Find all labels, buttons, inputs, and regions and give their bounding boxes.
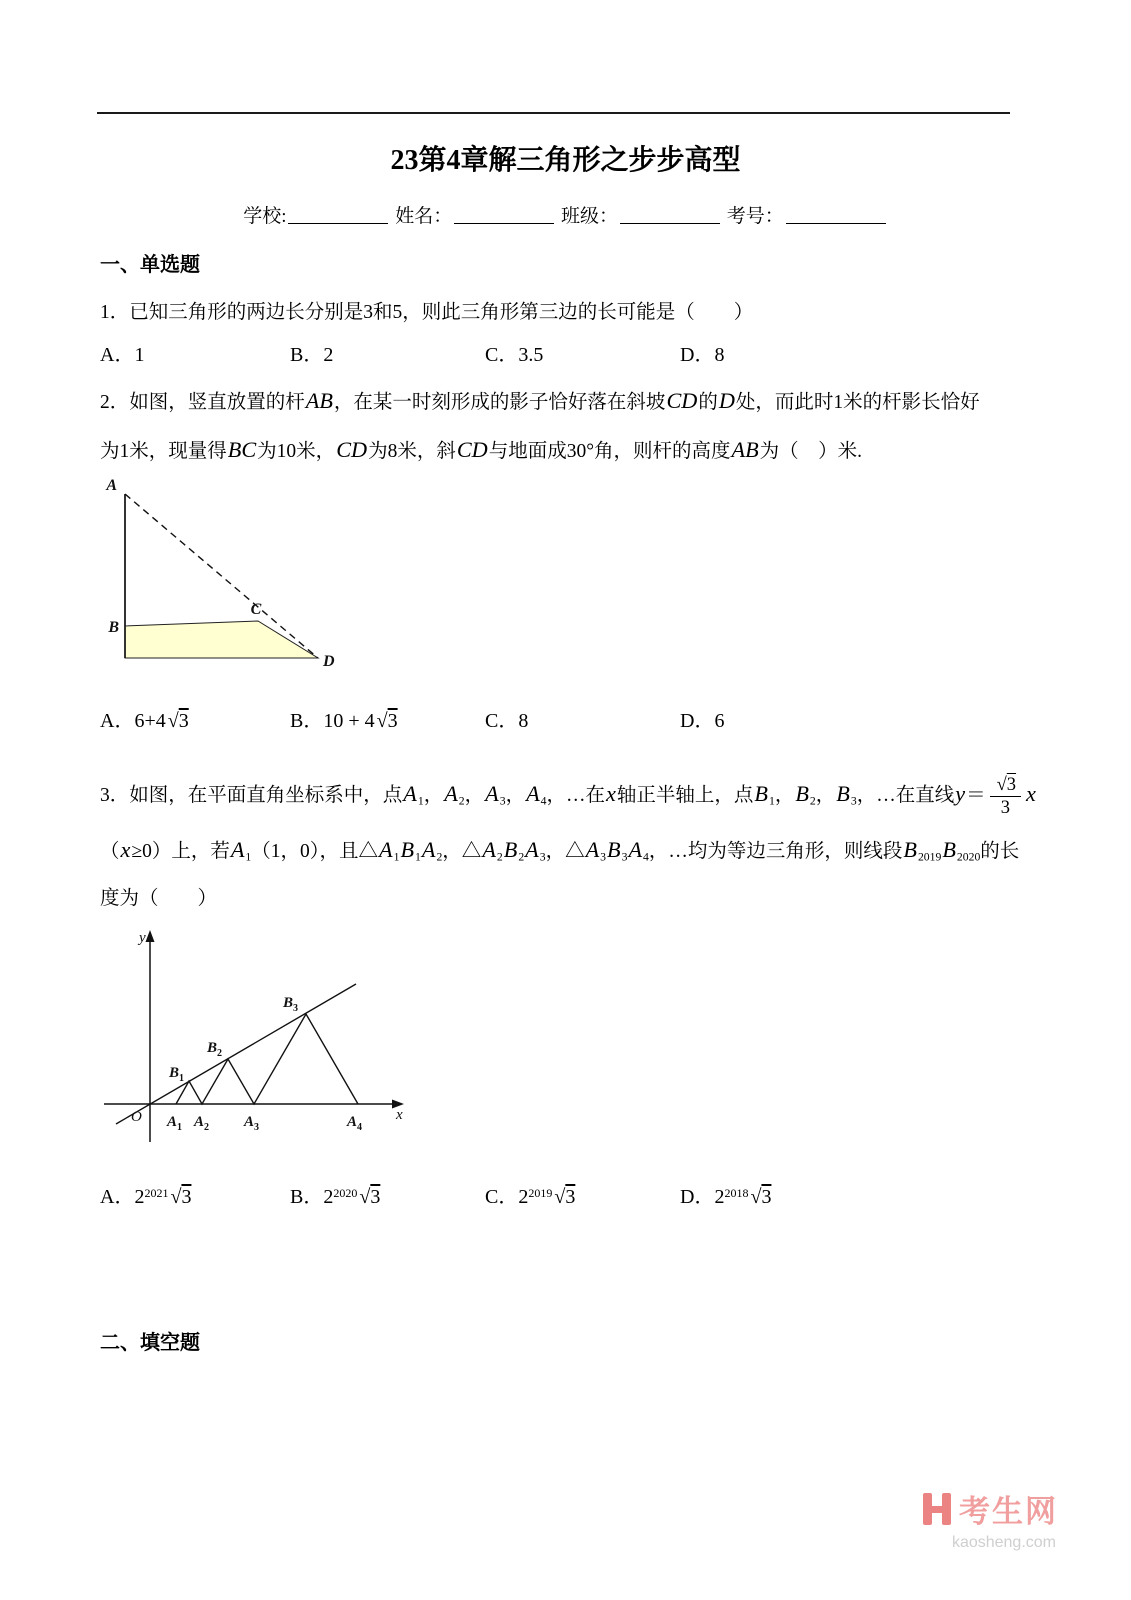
school-blank <box>288 204 388 224</box>
kaosheng-logo-icon <box>922 1491 952 1527</box>
watermark <box>922 1486 1058 1552</box>
q3-coordinate-figure <box>98 926 418 1156</box>
y-axis-label: y <box>139 930 146 946</box>
q2-line-1: 2．如图，竖直放置的杆AB，在某一时刻形成的影子恰好落在斜坡CD的D处，而此时1米的杆影长恰好 <box>100 388 980 413</box>
q3-line-3: 度为（ ） <box>100 888 218 909</box>
point-b-label: B <box>108 619 119 636</box>
q1-option-c: C．3.5 <box>485 344 544 366</box>
q3-option-c: C．$2^{2019}$ √3 <box>485 1186 576 1208</box>
q1-option-b: B．2 <box>290 344 334 366</box>
point-a1-label: $A_1$ <box>167 1114 183 1133</box>
point-a-label: A <box>106 477 117 494</box>
line-y-sqrt3-over-3-x <box>116 984 356 1124</box>
section-heading-fill-blank: 二、填空题 <box>100 1332 200 1354</box>
watermark-site-domain: kaosheng.com <box>951 1534 1056 1551</box>
question-2-options <box>100 704 980 733</box>
q3-line-1: 3．如图，在平面直角坐标系中，点$A_1$，$A_2$，$A_3$，$A_4$，…在x轴正半轴上，点$B_1$，$B_2$，$B_3$，…在直线y＝ $\frac{√3}{3}$ x <box>100 773 1036 819</box>
exam-no-blank <box>786 204 886 224</box>
point-b1-label: $B_1$ <box>169 1065 185 1084</box>
question-1-text: 1．已知三角形的两边长分别是3和5，则此三角形第三边的长可能是（ ） <box>100 302 754 323</box>
question-1-options <box>100 338 980 367</box>
point-d-label: D <box>323 653 335 670</box>
equilateral-triangles-path <box>176 1014 358 1104</box>
question-3-options <box>100 1180 980 1209</box>
class-blank <box>620 204 720 224</box>
q1-option-d: D．8 <box>680 344 725 366</box>
watermark-site-name: 考生网 <box>959 1494 1058 1529</box>
q2-option-d: D．6 <box>680 710 725 732</box>
point-a2-label: $A_2$ <box>194 1114 210 1133</box>
q3-option-b: B．$2^{2020}$ √3 <box>290 1186 381 1208</box>
class-label: 班级： <box>561 206 619 227</box>
school-label: 学校: <box>243 206 287 227</box>
point-a4-label: $A_4$ <box>347 1114 363 1133</box>
top-rule <box>97 112 1010 114</box>
name-label: 姓名： <box>395 206 453 227</box>
point-a3-label: $A_3$ <box>244 1114 260 1133</box>
shaded-slope-region <box>125 621 318 658</box>
q3-option-d: D．$2^{2018}$ √3 <box>680 1186 772 1208</box>
section-heading-single-choice: 一、单选题 <box>100 254 200 276</box>
q2-option-b: B．10 + 4 √3 <box>290 710 398 732</box>
x-axis-label: x <box>396 1107 403 1123</box>
q2-option-a: A．6+4 √3 <box>100 710 189 732</box>
doc-title: 23第4章解三角形之步步高型 <box>390 145 741 176</box>
point-b3-label: $B_3$ <box>283 995 299 1014</box>
y-axis-arrow <box>146 930 155 942</box>
header-fields <box>0 201 1131 228</box>
question-3-text <box>100 764 1036 922</box>
point-b2-label: $B_2$ <box>207 1040 223 1059</box>
q2-slope-figure <box>95 474 345 674</box>
point-c-label: C <box>250 601 262 618</box>
exam-no-label: 考号： <box>726 206 784 227</box>
q2-line-2: 为1米，现量得BC为10米，CD为8米，斜CD与地面成30°角，则杆的高度AB为（ ）米. <box>100 437 863 462</box>
q2-option-c: C．8 <box>485 710 529 732</box>
q3-line-2: （x≥0）上，若$A_1(1$，0），且$\triangle A_1B_1A_2$，$\triangle A_2B_2A_3$，$\triangle A_3B_3A_4$，…均为等边三角形，则线段$B_{2019}B_{2020}$的长 <box>100 837 1020 864</box>
q3-option-a: A．$2^{2021}$ √3 <box>100 1186 192 1208</box>
origin-label: O <box>131 1109 142 1125</box>
name-blank <box>454 204 554 224</box>
q1-option-a: A．1 <box>100 344 145 366</box>
question-2-text <box>100 377 1010 475</box>
